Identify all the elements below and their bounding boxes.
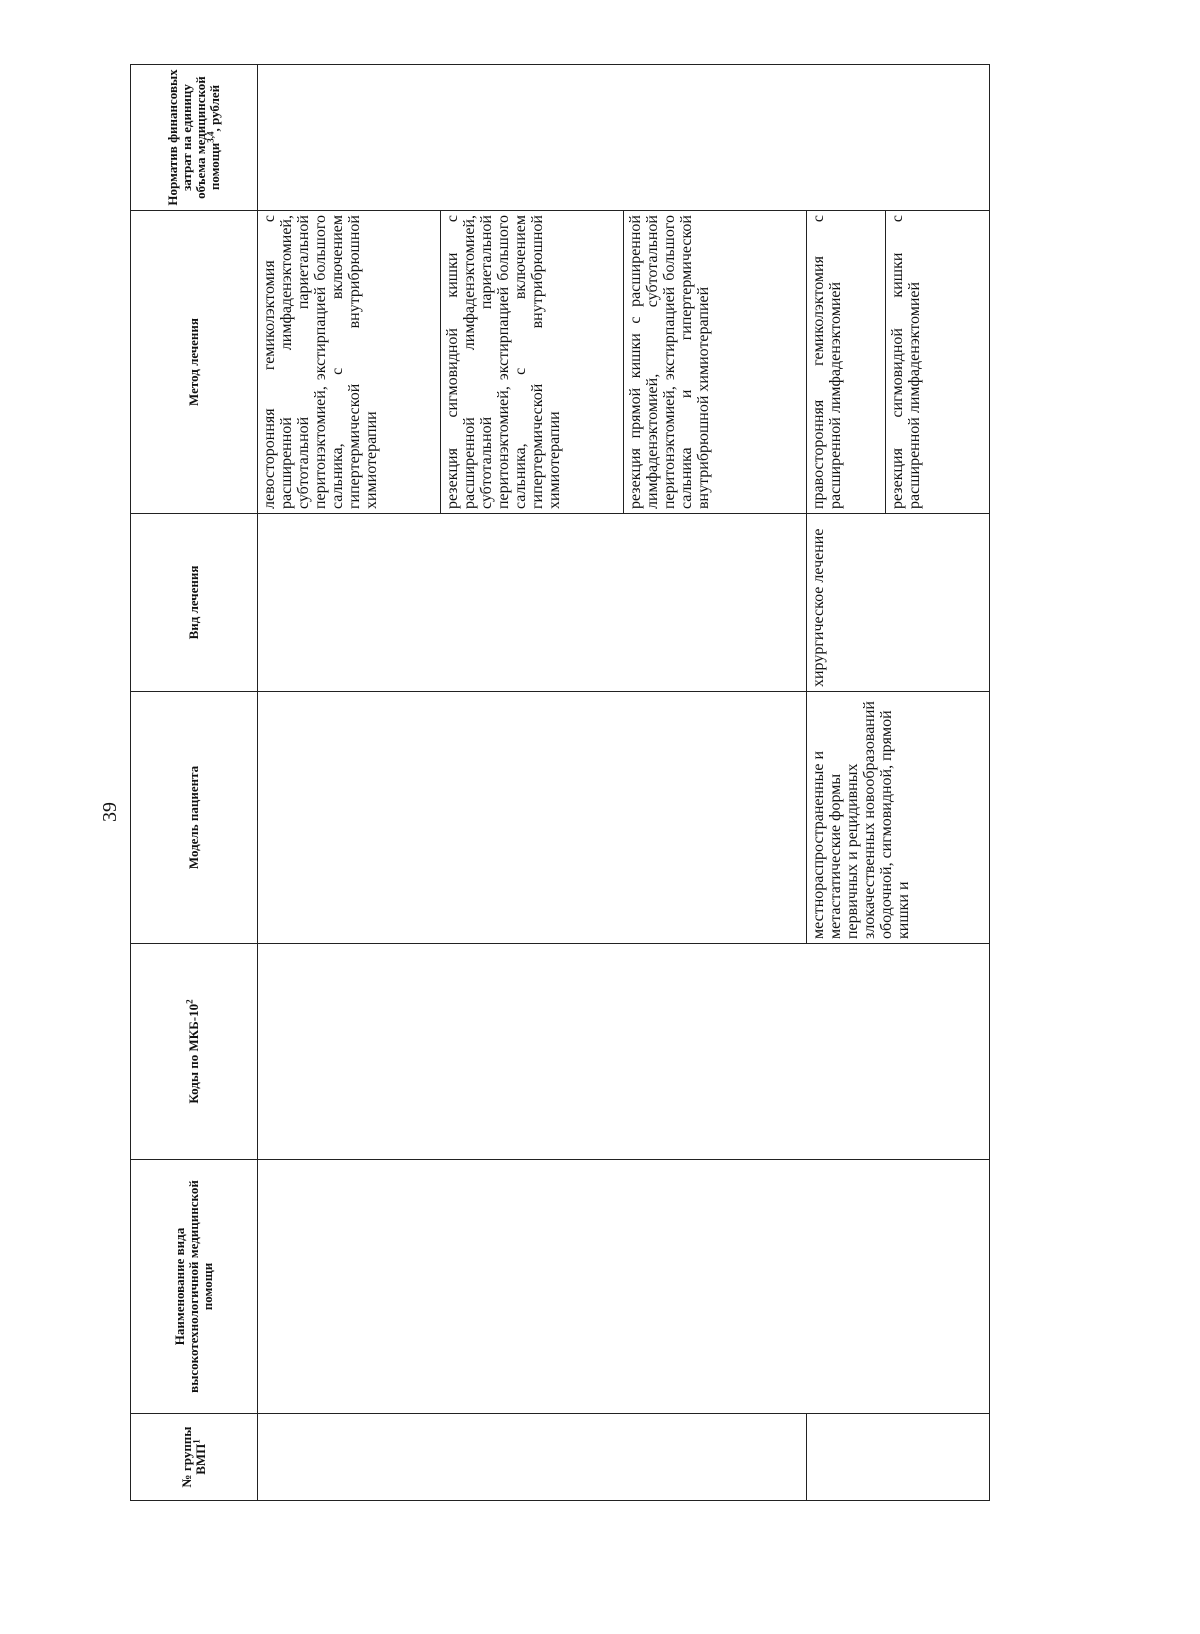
header-group-no: № группы ВМП$^1$ xyxy=(131,1414,258,1501)
cell-care-type-name xyxy=(258,1160,990,1414)
cell-group-no xyxy=(258,1414,807,1501)
header-care-type-name: Наименование вида высокотехнологичной медицинской помощи xyxy=(131,1160,258,1414)
cell-treatment-type xyxy=(258,514,807,692)
cell-patient-model xyxy=(258,692,807,944)
header-icd-codes: Коды по МКБ-$10^2$ xyxy=(131,944,258,1160)
cell-group-no xyxy=(807,1414,990,1501)
rotated-table-container xyxy=(130,65,990,1501)
page-number: 39 xyxy=(99,802,121,822)
cell-patient-model: местнораспространенные и метастатические формы первичных и рецидивных злокачественных новообразований ободочной, сигмовидной, прямой кишки и xyxy=(807,692,990,944)
table-header-row xyxy=(131,65,258,1501)
cell-treatment-method: резекция прямой кишки с расширенной лимфаденэктомией, субтотальной перитонэктомией, экстирпацией большого сальника и гипертермической внутрибрюшной химиотерапией xyxy=(624,211,807,514)
vmp-table xyxy=(130,64,990,1501)
cell-treatment-method: резекция сигмовидной кишки с расширенной лимфаденэктомией, субтотальной париетальной перитонэктомией, экстирпацией большого сальника, с включением гипертермической внутрибрюшной химиотерапии xyxy=(441,211,624,514)
header-patient-model: Модель пациента xyxy=(131,692,258,944)
header-treatment-method: Метод лечения xyxy=(131,211,258,514)
table-row xyxy=(258,65,441,1501)
cell-treatment-type: хирургическое лечение xyxy=(807,514,990,692)
header-treatment-type: Вид лечения xyxy=(131,514,258,692)
cell-treatment-method: правосторонняя гемиколэктомия с расширенной лимфаденэктомией xyxy=(807,211,886,514)
cell-treatment-method: левосторонняя гемиколэктомия с расширенной лимфаденэктомией, субтотальной париетальной перитонэктомией, экстирпацией большого сальника, с включением гипертермической внутрибрюшной химиотерапии xyxy=(258,211,441,514)
cell-icd-codes xyxy=(258,944,990,1160)
cell-treatment-method: резекция сигмовидной кишки с расширенной лимфаденэктомией xyxy=(886,211,990,514)
header-cost-standard: Норматив финансовых затрат на единицу объема медицинской помощи$^{3,4}$, рублей xyxy=(131,65,258,211)
cell-cost-standard xyxy=(258,65,990,211)
